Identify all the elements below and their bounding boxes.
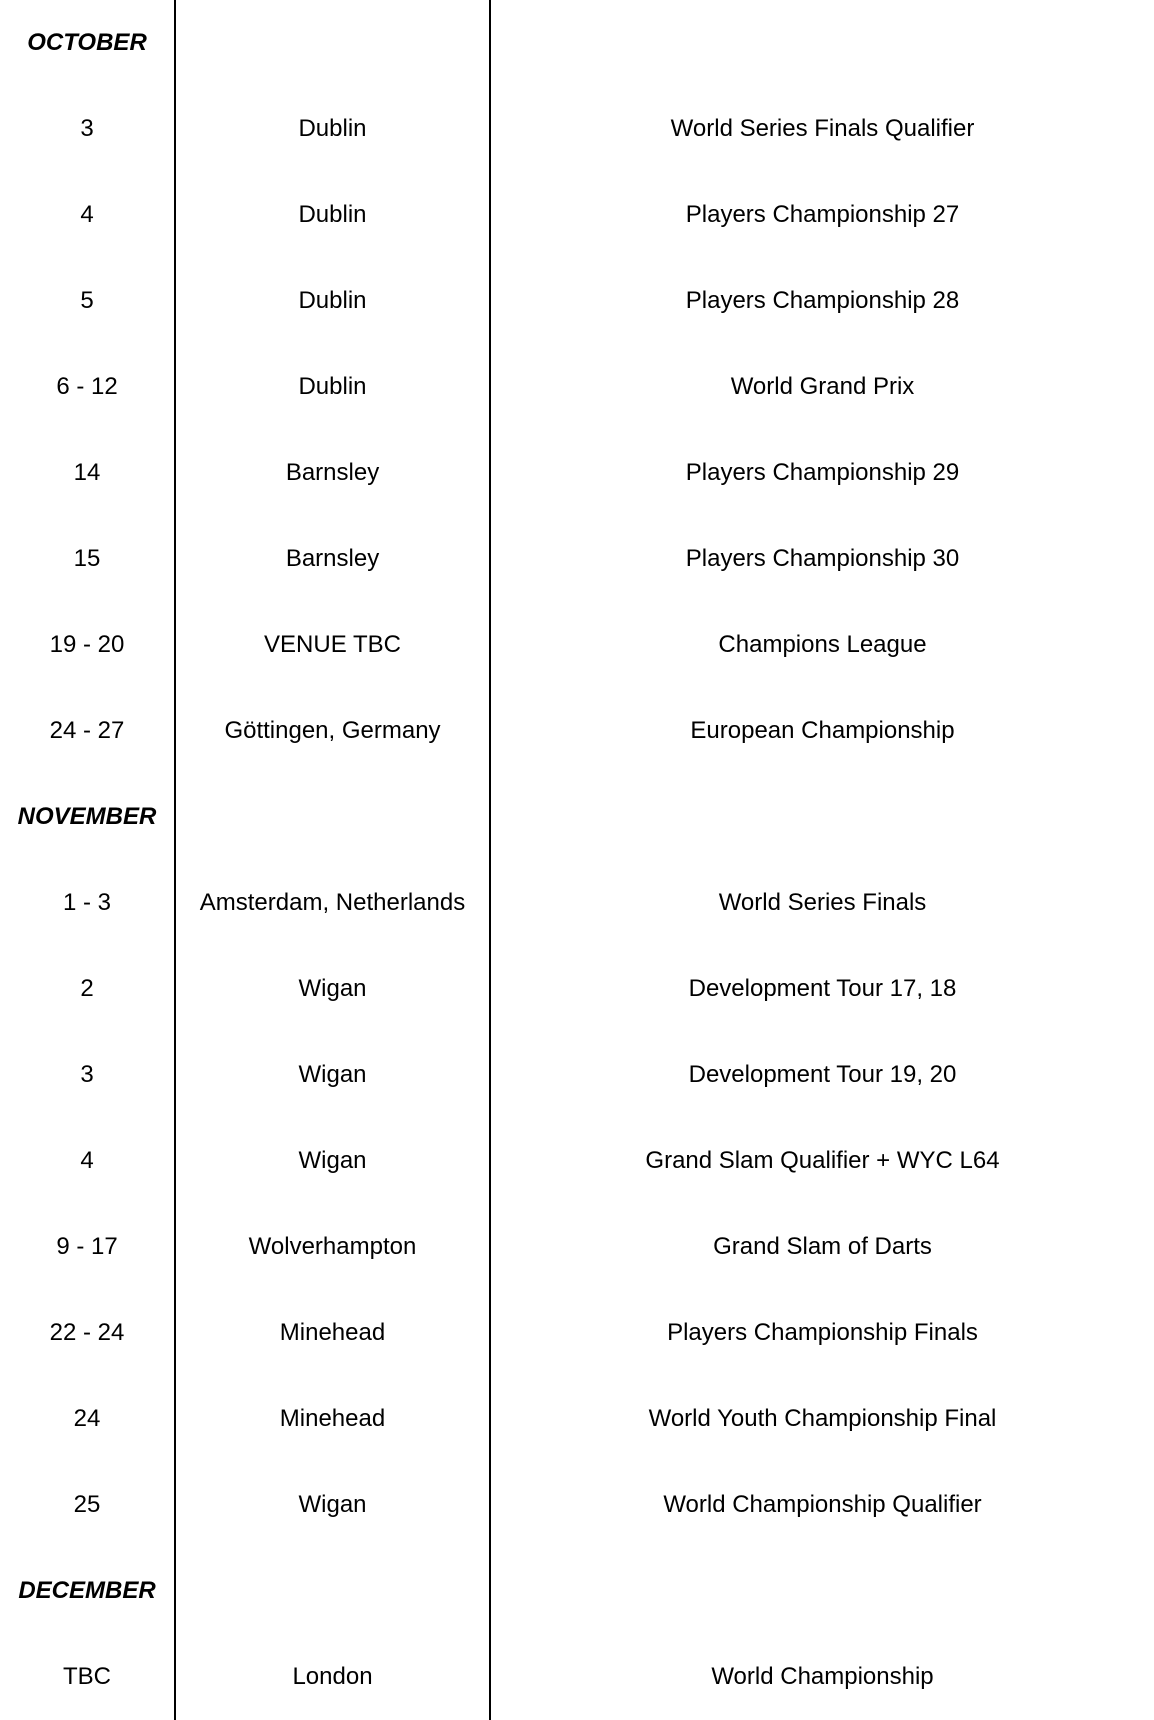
event-name: Players Championship Finals bbox=[667, 1319, 978, 1346]
event-venue: Dublin bbox=[298, 373, 367, 400]
event-name: World Series Finals bbox=[718, 889, 927, 916]
table-row bbox=[0, 258, 1154, 344]
event-date: 3 bbox=[80, 115, 94, 142]
table-row bbox=[0, 946, 1154, 1032]
event-date: 22 - 24 bbox=[49, 1319, 125, 1346]
event-venue: London bbox=[292, 1663, 373, 1690]
table-row bbox=[0, 860, 1154, 946]
event-name: Development Tour 17, 18 bbox=[688, 975, 957, 1002]
event-venue: Wigan bbox=[298, 1061, 367, 1088]
event-name: World Championship Qualifier bbox=[663, 1491, 982, 1518]
event-name: World Championship bbox=[711, 1663, 934, 1690]
event-venue: Minehead bbox=[279, 1319, 386, 1346]
table-row bbox=[0, 344, 1154, 430]
event-date: 5 bbox=[80, 287, 94, 314]
event-name: World Youth Championship Final bbox=[648, 1405, 997, 1432]
event-name: Players Championship 29 bbox=[685, 459, 960, 486]
table-row bbox=[0, 86, 1154, 172]
event-date: 24 - 27 bbox=[49, 717, 125, 744]
month-heading-row bbox=[0, 1548, 1154, 1634]
month-heading: DECEMBER bbox=[18, 1577, 156, 1604]
event-date: 14 bbox=[73, 459, 101, 486]
event-name: European Championship bbox=[690, 717, 955, 744]
event-venue: Amsterdam, Netherlands bbox=[199, 889, 466, 916]
event-venue: VENUE TBC bbox=[264, 631, 401, 658]
event-date: 24 bbox=[73, 1405, 101, 1432]
table-row bbox=[0, 688, 1154, 774]
month-heading: NOVEMBER bbox=[17, 803, 157, 830]
event-venue: Dublin bbox=[298, 287, 367, 314]
event-name: Grand Slam Qualifier + WYC L64 bbox=[645, 1147, 1000, 1174]
month-heading-row bbox=[0, 774, 1154, 860]
table-row bbox=[0, 1634, 1154, 1720]
month-heading: OCTOBER bbox=[27, 29, 147, 56]
table-row bbox=[0, 172, 1154, 258]
event-venue: Wolverhampton bbox=[248, 1233, 417, 1260]
event-date: 4 bbox=[80, 1147, 94, 1174]
event-date: 4 bbox=[80, 201, 94, 228]
event-venue: Dublin bbox=[298, 201, 367, 228]
event-name: Players Championship 30 bbox=[685, 545, 960, 572]
event-date: 25 bbox=[73, 1491, 101, 1518]
event-venue: Dublin bbox=[298, 115, 367, 142]
event-date: 1 - 3 bbox=[62, 889, 112, 916]
event-venue: Göttingen, Germany bbox=[224, 717, 441, 744]
table-row bbox=[0, 1376, 1154, 1462]
table-row bbox=[0, 1032, 1154, 1118]
table-row bbox=[0, 1204, 1154, 1290]
event-name: Champions League bbox=[718, 631, 927, 658]
event-name: World Grand Prix bbox=[730, 373, 915, 400]
event-date: 15 bbox=[73, 545, 101, 572]
event-venue: Barnsley bbox=[285, 545, 380, 572]
month-heading-row bbox=[0, 0, 1154, 86]
table-row bbox=[0, 516, 1154, 602]
event-venue: Wigan bbox=[298, 1147, 367, 1174]
event-name: Players Championship 27 bbox=[685, 201, 960, 228]
event-name: Grand Slam of Darts bbox=[713, 1233, 932, 1260]
table-row bbox=[0, 1118, 1154, 1204]
event-name: World Series Finals Qualifier bbox=[670, 115, 975, 142]
table-row bbox=[0, 1462, 1154, 1548]
table-row bbox=[0, 430, 1154, 516]
event-name: Development Tour 19, 20 bbox=[688, 1061, 957, 1088]
event-date: 3 bbox=[80, 1061, 94, 1088]
event-venue: Minehead bbox=[279, 1405, 386, 1432]
event-date: 19 - 20 bbox=[49, 631, 125, 658]
table-row bbox=[0, 1290, 1154, 1376]
event-date: 9 - 17 bbox=[56, 1233, 118, 1260]
event-date: 2 bbox=[80, 975, 94, 1002]
event-name: Players Championship 28 bbox=[685, 287, 960, 314]
event-date: TBC bbox=[63, 1663, 111, 1690]
event-venue: Wigan bbox=[298, 975, 367, 1002]
event-venue: Wigan bbox=[298, 1491, 367, 1518]
event-venue: Barnsley bbox=[285, 459, 380, 486]
table-row bbox=[0, 602, 1154, 688]
event-date: 6 - 12 bbox=[56, 373, 118, 400]
